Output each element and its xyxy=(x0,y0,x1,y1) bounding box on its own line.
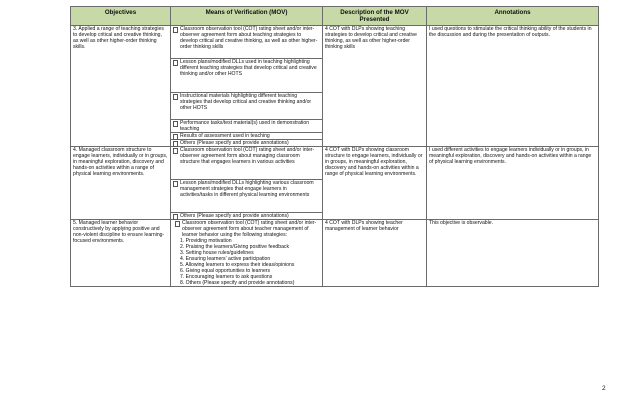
page-number: 2 xyxy=(602,385,606,392)
mov-checkbox-item: Results of assessment used in teaching xyxy=(171,133,323,140)
list-item: 7. Encouraging learners to ask questions xyxy=(180,274,273,281)
mov-checkbox-item: Others (Please specify and provide annotations) xyxy=(171,213,323,220)
table-row xyxy=(71,26,599,59)
objective-cell: 3. Applied a range of teaching strategies to develop critical and creative thinking, as well as other higher-order thinking skills. xyxy=(71,26,171,147)
mov-checkbox-item: Instructional materials highlighting different teaching strategies that develop critical and creative thinking and/or other HOTS xyxy=(171,93,323,120)
description-cell: 4 COT with DLPs showing teaching strategies to develop critical and creative thinking, as well as other higher-order thinking skills xyxy=(323,26,427,147)
mov-checkbox-item: Classroom observation tool (COT) rating sheet and/or inter-observer agreement form about managing classroom structure that engages learners in various activities xyxy=(171,147,323,180)
header-annotations: Annotations xyxy=(427,7,599,26)
mov-checkbox-item: Classroom observation tool (COT) rating sheet and/or inter-observer agreement form about teacher management of learner behavior using the following strategies: xyxy=(173,220,320,238)
table-row xyxy=(71,147,599,180)
annotation-cell: I used questions to stimulate the critical thinking ability of the students in the discussion and during the presentation of outputs. xyxy=(427,26,599,147)
list-item: 1. Providing motivation xyxy=(180,238,232,245)
mov-checkbox-item: Lesson plans/modified DLLs used in teaching highlighting different teaching strategies that develop critical and creative thinking and/or other HOTS xyxy=(171,59,323,93)
objective-cell: 5. Managed learner behavior constructively by applying positive and non-violent discipline to ensure learning-focused environments. xyxy=(71,220,171,287)
list-item: 2. Praising the learners/Giving positive feedback xyxy=(180,244,290,251)
list-item: 4. Ensuring learners' active participation xyxy=(180,256,271,263)
header-mov: Means of Verification (MOV) xyxy=(171,7,323,26)
header-description: Description of the MOV Presented xyxy=(323,7,427,26)
description-cell: 4 COT with DLPs showing teacher management of learner behavior xyxy=(323,220,427,287)
list-item: 3. Setting house rules/guidelines xyxy=(180,250,254,257)
mov-strategies-cell xyxy=(171,220,323,287)
mov-checkbox-item: Performance tasks/test material(s) used in demonstration teaching xyxy=(171,120,323,133)
list-item: 5. Allowing learners to express their ideas/opinions xyxy=(180,262,295,269)
document-page xyxy=(70,6,598,287)
annotation-cell: I used different activities to engage learners individually or in groups, in meaningful exploration, discovery and hands-on activities within a range of physical learning environments. xyxy=(427,147,599,220)
mov-checkbox-item: Classroom observation tool (COT) rating sheet and/or inter-observer agreement form about teaching strategies to develop critical and creative thinking, as well as other higher-order thinking skills xyxy=(171,26,323,59)
header-objectives: Objectives xyxy=(71,7,171,26)
table-row xyxy=(71,220,599,287)
objective-cell: 4. Managed classroom structure to engage learners, individually or in groups, in meaningful exploration, discovery and hands-on activities within a range of physical learning environments. xyxy=(71,147,171,220)
mov-checkbox-item: Lesson plans/modified DLLs highlighting various classroom management strategies that engage learners in activities/tasks in different physical learning environments xyxy=(171,180,323,213)
mov-checkbox-item: Others (Please specify and provide annotations) xyxy=(171,140,323,147)
list-item: 6. Giving equal opportunities to learners xyxy=(180,268,271,275)
objectives-table xyxy=(70,6,599,287)
list-item: 8. Others (Please specify and provide annotations) xyxy=(180,280,295,287)
strategies-list xyxy=(173,238,320,286)
description-cell: 4 COT with DLPs showing classroom structure to engage learners, individually or in groups, in meaningful exploration, discovery and hands-on activities within a range of physical learning environments. xyxy=(323,147,427,220)
table-header-row xyxy=(71,7,599,26)
annotation-cell: This objective is observable. xyxy=(427,220,599,287)
